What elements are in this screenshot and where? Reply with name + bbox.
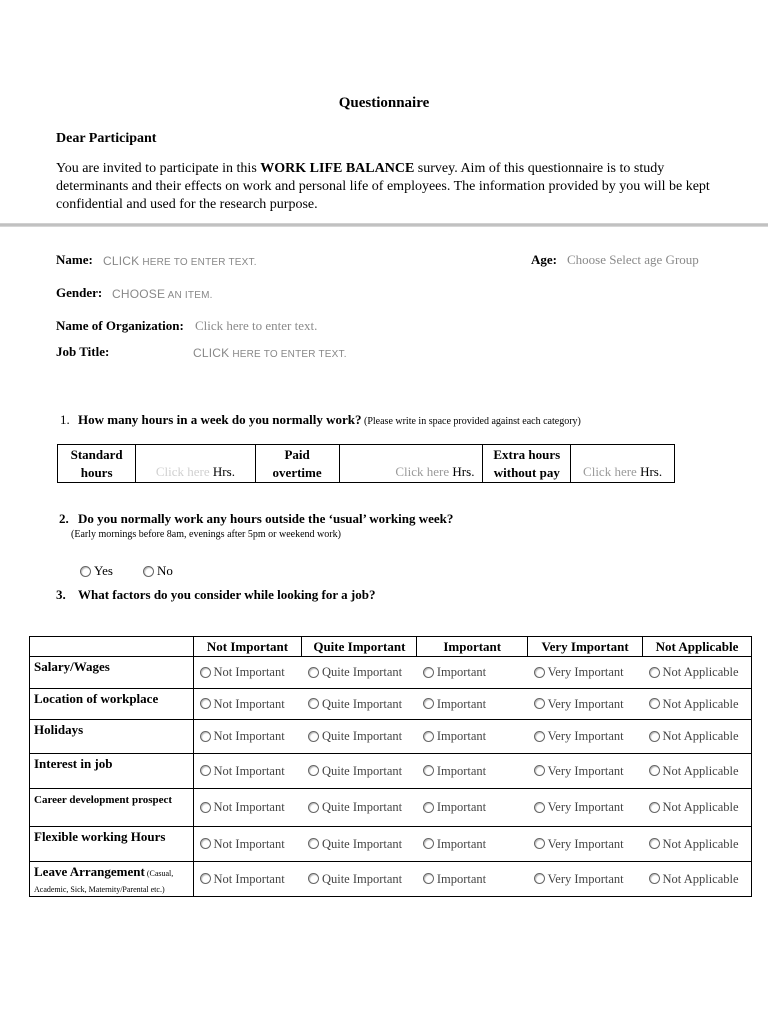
factor-option[interactable] xyxy=(302,689,417,720)
name-placeholder-cap: CLICK xyxy=(103,254,140,268)
name-placeholder-rest: HERE TO ENTER TEXT. xyxy=(139,257,257,268)
q1-question xyxy=(78,412,581,428)
factor-option[interactable] xyxy=(643,827,752,862)
factor-row xyxy=(30,689,752,720)
radio-icon[interactable] xyxy=(649,765,660,776)
radio-icon[interactable] xyxy=(649,873,660,884)
option-label: Very Important xyxy=(547,836,624,851)
factor-row xyxy=(30,754,752,789)
gender-label: Gender: xyxy=(56,285,103,300)
radio-icon[interactable] xyxy=(200,698,211,709)
factor-option[interactable] xyxy=(417,862,528,897)
factor-option[interactable] xyxy=(528,657,643,689)
option-label: Quite Important xyxy=(321,871,403,886)
header-important: Important xyxy=(417,637,528,657)
option-label: Very Important xyxy=(547,729,624,743)
radio-icon[interactable] xyxy=(534,698,545,709)
factor-option[interactable] xyxy=(528,862,643,897)
radio-icon[interactable] xyxy=(534,667,545,678)
factor-option[interactable] xyxy=(528,754,643,789)
option-label: Not Applicable xyxy=(662,871,739,886)
radio-icon[interactable] xyxy=(649,698,660,709)
option-label: Not Important xyxy=(213,836,285,851)
option-label: Important xyxy=(436,696,487,711)
radio-icon[interactable] xyxy=(308,838,319,849)
factor-option[interactable] xyxy=(417,657,528,689)
page-divider xyxy=(0,223,768,227)
factor-option[interactable] xyxy=(417,720,528,754)
option-label: Quite Important xyxy=(321,696,403,711)
extra-hours-label: Extra hours without pay xyxy=(483,445,571,483)
header-not-important: Not Important xyxy=(193,637,302,657)
factor-label: Location of workplace xyxy=(30,689,194,720)
extra-hours-field[interactable]: Click here Hrs. xyxy=(571,445,675,483)
radio-icon[interactable] xyxy=(649,838,660,849)
option-label: Not Important xyxy=(213,871,285,886)
radio-icon[interactable] xyxy=(308,873,319,884)
option-label: Quite Important xyxy=(321,836,403,851)
radio-icon[interactable] xyxy=(534,802,545,813)
option-label: Not Applicable xyxy=(662,696,739,711)
salutation: Dear Participant xyxy=(56,131,157,146)
factor-label: Salary/Wages xyxy=(30,657,194,689)
gender-select[interactable] xyxy=(112,287,213,301)
q3-number: 3. xyxy=(56,587,66,602)
option-label: Important xyxy=(436,763,487,778)
q2-no-option[interactable]: No xyxy=(143,563,173,579)
factor-option[interactable] xyxy=(193,720,302,754)
factor-option[interactable] xyxy=(193,657,302,689)
factor-option[interactable] xyxy=(643,720,752,754)
factor-option[interactable] xyxy=(302,789,417,827)
factor-option[interactable] xyxy=(643,789,752,827)
factor-label: Flexible working Hours xyxy=(30,827,194,862)
radio-icon[interactable] xyxy=(200,731,211,742)
gender-placeholder-cap: CHOOSE xyxy=(112,287,166,301)
factor-option[interactable] xyxy=(302,827,417,862)
factor-option[interactable] xyxy=(528,689,643,720)
option-label: Important xyxy=(436,800,487,814)
q1-text: How many hours in a week do you normally work? xyxy=(78,412,362,427)
option-label: Very Important xyxy=(547,665,624,679)
factor-option[interactable] xyxy=(302,657,417,689)
radio-icon[interactable] xyxy=(200,765,211,776)
organization-label: Name of Organization: xyxy=(56,318,184,333)
option-label: Quite Important xyxy=(321,729,403,743)
factor-option[interactable] xyxy=(643,754,752,789)
radio-icon[interactable] xyxy=(534,765,545,776)
factor-option[interactable] xyxy=(528,720,643,754)
radio-icon[interactable] xyxy=(423,731,434,742)
factor-option[interactable] xyxy=(193,862,302,897)
job-placeholder-rest: HERE TO ENTER TEXT. xyxy=(229,349,347,360)
factor-label: Interest in job xyxy=(30,754,194,789)
factors-header-row xyxy=(30,637,752,657)
standard-hours-field[interactable]: Click here Hrs. xyxy=(136,445,255,483)
q1-number: 1. xyxy=(60,412,70,427)
option-label: Very Important xyxy=(547,696,624,711)
yes-radio[interactable] xyxy=(80,566,91,577)
factor-option[interactable] xyxy=(417,689,528,720)
q2-note: (Early mornings before 8am, evenings after 5pm or weekend work) xyxy=(71,529,341,540)
factor-option[interactable] xyxy=(302,754,417,789)
radio-icon[interactable] xyxy=(534,731,545,742)
paid-overtime-label: Paid overtime xyxy=(255,445,339,483)
radio-icon[interactable] xyxy=(200,802,211,813)
factor-option[interactable] xyxy=(417,827,528,862)
factors-table xyxy=(29,636,752,897)
factor-option[interactable] xyxy=(193,689,302,720)
factor-option[interactable] xyxy=(528,789,643,827)
factor-row xyxy=(30,862,752,897)
q1-note: (Please write in space provided against each category) xyxy=(361,416,581,427)
standard-hours-label: Standard hours xyxy=(58,445,136,483)
factor-row xyxy=(30,657,752,689)
no-radio[interactable] xyxy=(143,566,154,577)
radio-icon[interactable] xyxy=(534,873,545,884)
option-label: Not Applicable xyxy=(662,763,739,778)
organization-field[interactable]: Click here to enter text. xyxy=(195,318,318,333)
option-label: Quite Important xyxy=(321,800,403,814)
q2-number: 2. xyxy=(59,511,69,526)
option-label: Not Applicable xyxy=(662,665,739,679)
paid-overtime-field[interactable]: Click here Hrs. xyxy=(339,445,483,483)
option-label: Not Important xyxy=(213,665,285,679)
factor-option[interactable] xyxy=(193,754,302,789)
option-label: Not Important xyxy=(213,763,285,778)
q2-yes-option[interactable]: Yes xyxy=(80,563,113,579)
factor-option[interactable] xyxy=(528,827,643,862)
option-label: Important xyxy=(436,665,487,679)
radio-icon[interactable] xyxy=(200,838,211,849)
radio-icon[interactable] xyxy=(423,667,434,678)
hours-table xyxy=(57,444,675,483)
option-label: Not Applicable xyxy=(662,836,739,851)
intro-text-2: survey. Aim of this questionnaire is to study determinants and their effects on work and personal life of employees. The information provided by you will be kept confidential and used for the research purpose. xyxy=(56,161,710,212)
q2-question: Do you normally work any hours outside the ‘usual’ working week? xyxy=(78,511,454,526)
option-label: Important xyxy=(436,729,487,743)
option-label: Not Important xyxy=(213,800,285,814)
factor-option[interactable] xyxy=(302,862,417,897)
age-label: Age: xyxy=(531,252,557,267)
factor-option[interactable] xyxy=(643,689,752,720)
radio-icon[interactable] xyxy=(423,838,434,849)
option-label: Not Applicable xyxy=(662,729,739,743)
option-label: Not Important xyxy=(213,729,285,743)
page-title: Questionnaire xyxy=(338,95,430,111)
factor-row xyxy=(30,827,752,862)
factor-row xyxy=(30,720,752,754)
radio-icon[interactable] xyxy=(423,802,434,813)
intro-text-1: You are invited to participate in this xyxy=(56,161,261,176)
radio-icon[interactable] xyxy=(649,802,660,813)
job-placeholder-cap: CLICK xyxy=(193,346,230,360)
radio-icon[interactable] xyxy=(423,765,434,776)
factor-option[interactable] xyxy=(417,789,528,827)
radio-icon[interactable] xyxy=(423,873,434,884)
option-label: Very Important xyxy=(547,800,624,814)
factor-label: Career development prospect xyxy=(30,789,194,827)
header-not-applicable: Not Applicable xyxy=(643,637,752,657)
factor-option[interactable] xyxy=(193,789,302,827)
option-label: Important xyxy=(436,836,487,851)
factor-option[interactable] xyxy=(193,827,302,862)
q3-question: What factors do you consider while looking for a job? xyxy=(78,587,376,602)
age-select[interactable]: Choose Select age Group xyxy=(567,252,699,267)
radio-icon[interactable] xyxy=(308,765,319,776)
option-label: Not Important xyxy=(213,696,285,711)
header-blank xyxy=(30,637,194,657)
factor-note: (Casual, Academic, Sick, Maternity/Parental etc.) xyxy=(34,869,174,894)
option-label: Not Applicable xyxy=(662,800,739,814)
radio-icon[interactable] xyxy=(200,873,211,884)
option-label: Quite Important xyxy=(321,763,403,778)
gender-placeholder-rest: AN ITEM. xyxy=(165,290,213,301)
intro-survey-name: WORK LIFE BALANCE xyxy=(260,161,415,176)
factor-label: Holidays xyxy=(30,720,194,754)
header-quite-important: Quite Important xyxy=(302,637,417,657)
radio-icon[interactable] xyxy=(308,667,319,678)
radio-icon[interactable] xyxy=(649,731,660,742)
factor-row xyxy=(30,789,752,827)
name-field[interactable] xyxy=(103,254,257,268)
radio-icon[interactable] xyxy=(423,698,434,709)
option-label: Important xyxy=(436,871,487,886)
header-very-important: Very Important xyxy=(528,637,643,657)
factor-option[interactable] xyxy=(417,754,528,789)
job-title-label: Job Title: xyxy=(56,344,110,359)
radio-icon[interactable] xyxy=(200,667,211,678)
radio-icon[interactable] xyxy=(649,667,660,678)
factor-label: Leave Arrangement (Casual, Academic, Sick, Maternity/Parental etc.) xyxy=(30,862,194,897)
radio-icon[interactable] xyxy=(308,731,319,742)
intro-paragraph xyxy=(56,160,726,214)
name-label: Name: xyxy=(56,252,93,267)
radio-icon[interactable] xyxy=(308,698,319,709)
radio-icon[interactable] xyxy=(534,838,545,849)
factor-option[interactable] xyxy=(643,657,752,689)
factor-option[interactable] xyxy=(643,862,752,897)
option-label: Very Important xyxy=(547,763,624,778)
option-label: Quite Important xyxy=(321,665,403,679)
option-label: Very Important xyxy=(547,871,624,886)
job-title-field[interactable] xyxy=(193,346,347,360)
factor-option[interactable] xyxy=(302,720,417,754)
radio-icon[interactable] xyxy=(308,802,319,813)
